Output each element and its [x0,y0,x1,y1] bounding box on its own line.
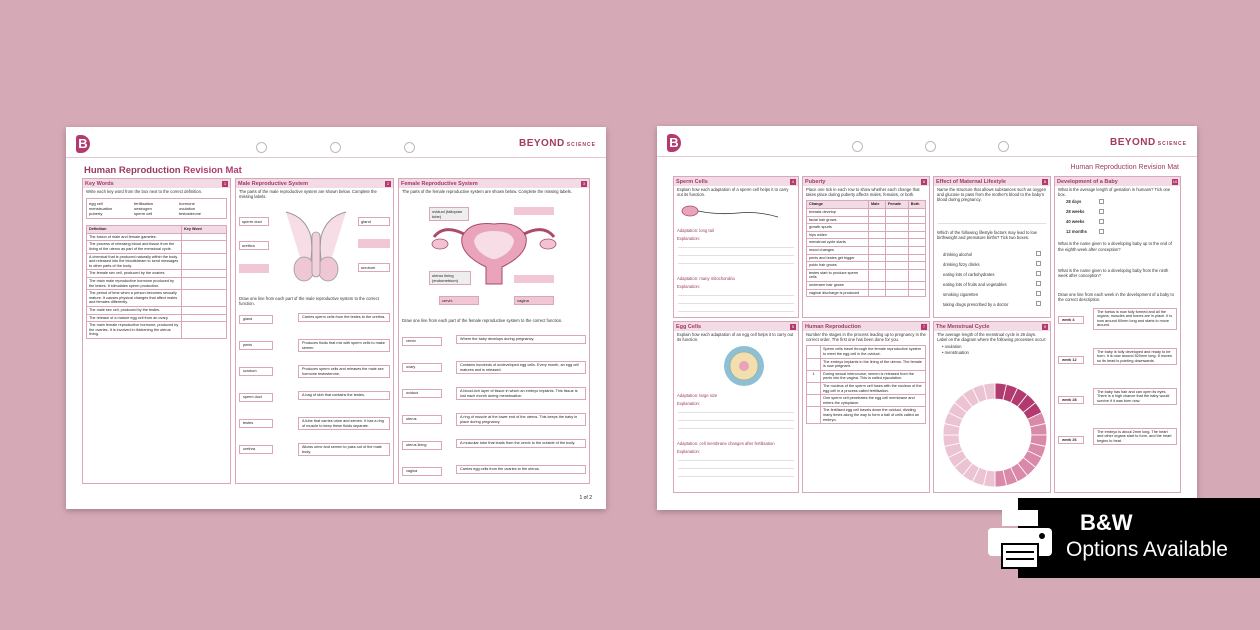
function-box: Where the baby develops during pregnancy. [456,335,586,344]
word-bank [86,198,227,219]
change-cell: testes start to produce sperm cells [807,269,869,281]
table-row [87,306,227,314]
diagram-label: vagina [514,296,554,305]
punch-hole [852,141,863,152]
brand-logo-icon: B [667,134,681,152]
table-row [807,239,926,247]
panel-number: 3 [582,180,586,186]
panel-heading: The Menstrual Cycle [936,323,990,330]
diagram-label: scrotum [358,263,390,272]
explanation-label: Explanation: [677,236,701,241]
instruction: Explain how each adaptation of an egg cell helps it to carry out its function. [677,332,794,343]
printer-icon [984,508,1056,570]
instruction: What is the average length of gestation in humans? Tick one box. [1058,187,1171,198]
panel-number: 9 [1043,323,1047,329]
stage-number-cell[interactable]: 1 [807,370,821,382]
sperm-cell-diagram [678,203,796,223]
blank-label-box[interactable] [239,264,269,273]
answer-line[interactable] [678,476,794,477]
tick-cell[interactable] [908,216,925,224]
factor-label: smoking cigarettes [943,292,978,297]
tick-cell[interactable] [869,224,886,232]
part-box: penis [239,341,273,350]
change-cell: hips widen [807,231,869,239]
answer-line[interactable] [678,412,794,413]
table-row [807,358,926,370]
tick-cell[interactable] [885,254,908,262]
panel-heading: Development of a Baby [1057,178,1118,185]
definition-cell: The female sex cell, produced by the ovaries. [87,270,182,278]
panel-heading: Sperm Cells [676,178,708,185]
table-row [807,281,926,289]
key-words-panel [82,178,231,484]
male-system-diagram [276,207,356,287]
tick-cell[interactable] [869,216,886,224]
gestation-options [1055,198,1180,240]
definition-cell: The male sex cell, produced by the testes. [87,306,182,314]
table-row [87,270,227,278]
key-word: egg cell [89,201,103,207]
table-row [807,209,926,217]
function-box: Contains hundreds of undeveloped egg cells. Every month, an egg cell matures and is released. [456,361,586,374]
change-cell: pubic hair grows [807,262,869,270]
tick-cell[interactable] [908,269,925,281]
punch-hole [404,142,415,153]
puberty-table [806,200,926,297]
adaptation-label: Adaptation: many mitochondria [677,276,735,281]
factor-label: eating lots of fruits and vegetables [943,282,1007,287]
tick-cell[interactable] [908,281,925,289]
tick-cell[interactable] [885,262,908,270]
stage-number-cell[interactable] [807,395,821,407]
answer-cell[interactable] [182,253,227,270]
tick-cell[interactable] [885,231,908,239]
brand-name: BEYOND SCIENCE [518,138,596,149]
answer-cell[interactable] [182,322,227,339]
male-system-panel [235,178,394,484]
tick-cell[interactable] [908,231,925,239]
brand-name: BEYOND SCIENCE [1109,137,1187,148]
definition-cell: The process of releasing blood and tissue from the lining of the uterus as part of the menstrual cycle. [87,241,182,253]
gestation-option: 28 weeks [1066,209,1085,215]
tick-cell[interactable] [908,224,925,232]
tick-cell[interactable] [869,262,886,270]
panel-heading: Female Reproductive System [401,180,478,187]
panel-heading: Key Words [85,180,114,187]
answer-line[interactable] [678,460,794,461]
change-cell: menstrual cycle starts [807,239,869,247]
tick-cell[interactable] [869,231,886,239]
answer-line[interactable] [678,247,794,248]
change-cell: growth spurts [807,224,869,232]
instruction: Write each key word from the box next to the correct definition. [86,189,203,194]
tick-cell[interactable] [885,269,908,281]
factor-label: drinking alcohol [943,252,973,257]
tick-box[interactable] [1099,219,1104,224]
instruction: Place one tick in each row to show whether each change that takes place during puberty affects males, females, or both. [806,187,920,198]
tick-cell[interactable] [885,209,908,217]
instruction: Which of the following lifestyle factors may lead to low birthweight and premature births? Tick two boxes. [937,230,1037,241]
badge-line-1: B&W [1080,510,1133,535]
human-reproduction-panel [802,321,930,493]
part-box: uterus lining [402,441,442,450]
instruction: The parts of the male reproductive system are shown below. Complete the missing labels. [239,189,377,200]
function-box: Produces fluids that mix with sperm cells to make semen. [298,339,390,352]
instruction: Name the structure that allows substances such as oxygen and glucose to pass from the mother's blood to the baby's blood during pregnancy. [937,187,1047,203]
answer-line[interactable] [678,420,794,421]
answer-line[interactable] [678,263,794,264]
instruction: Draw one line from each part of the female reproductive system to the correct function. [402,318,563,323]
answer-cell[interactable] [182,233,227,241]
page-number: 1 of 2 [579,495,592,501]
tick-cell[interactable] [885,289,908,297]
tick-box[interactable] [1099,229,1104,234]
gestation-option: 28 days [1066,199,1082,205]
part-box: vagina [402,467,442,476]
change-cell: underarm hair grows [807,281,869,289]
definition-cell: The main female reproductive hormone, produced by the ovaries. It is involved in thickening the uterus lining. [87,322,182,339]
instruction: Explain how each adaptation of a sperm cell helps it to carry out its function. [677,187,789,198]
table-row [807,224,926,232]
part-box: uterus [402,415,442,424]
definition-table: Definition Key Word The fusion of male and female gametes. The process of releasing blood and tissue from the lining of the uterus as part of the menstrual cycle. A chemical that is produced naturally within the body and released into the bloodstream to send messages to other parts of the body. The female sex cell, produced by the ovaries. The main male reproductive hormone produced by the testes. It stimulates sperm production. The period of time when a person becomes sexually mature. It causes physical changes that affect males and females differently. The male sex cell, produced by the testes. The release of a mature egg cell from an ovary. The main female reproductive hormone, produced by the ovaries. It is involved in thickening the uterus lining. [86,225,227,339]
column-header: Both [908,201,925,209]
menstrual-cycle-panel [933,321,1051,493]
key-word: oestrogen [134,206,152,212]
panel-heading: Effect of Maternal Lifestyle [936,178,1006,185]
diagram-label: uterus lining (endometrium) [429,271,471,285]
column-header: Change [807,201,869,209]
mat-title: Human Reproduction Revision Mat [84,165,242,176]
answer-cell[interactable] [182,241,227,253]
table-row [807,289,926,297]
tick-cell[interactable] [908,239,925,247]
key-word: sperm cell [134,211,153,217]
sperm-cells-panel [673,176,799,318]
diagram-label: gland [358,217,390,226]
table-row [87,241,227,253]
tick-cell[interactable] [908,254,925,262]
part-box: gland [239,315,273,324]
table-row [87,322,227,339]
stage-text-cell: The fertilised egg cell travels down the oviduct, dividing many times along the way to form a ball of cells called an embryo. [821,407,926,424]
tick-box[interactable] [1036,301,1041,306]
key-word: testosterone [179,211,202,217]
tick-box[interactable] [1036,291,1041,296]
week-box: week 12 [1058,356,1084,365]
panel-number: 8 [1043,178,1047,184]
week-box: week 28 [1058,396,1084,405]
answer-line[interactable] [678,295,794,296]
baby-development-panel [1054,176,1181,493]
function-box: A muscular tube that leads from the cervix to the outside of the body. [456,439,586,448]
stage-text-cell: The nucleus of the sperm cell fuses with the nucleus of the egg cell in a process called fertilisation. [821,382,926,394]
bw-options-badge[interactable] [1018,498,1260,578]
definition-cell: The main male reproductive hormone produced by the testes. It stimulates sperm production. [87,277,182,289]
description-box: The foetus is now fully formed and all the organs, muscles and bones are in place. It is now around 60mm long and starts to move around. [1093,308,1177,330]
panel-number: 10 [1172,178,1178,184]
panel-heading: Male Reproductive System [238,180,308,187]
mat-title: Human Reproduction Revision Mat [1070,164,1179,171]
diagram-label: cervix [439,296,479,305]
function-box: Carries sperm cells from the testes to the urethra. [298,313,390,322]
panel-number: 1 [223,180,227,186]
tick-box[interactable] [1036,271,1041,276]
factor-label: eating lots of carbohydrates [943,272,995,277]
change-cell: breasts develop [807,209,869,217]
gestation-option: 12 months [1066,229,1087,235]
table-row [807,370,926,382]
diagram-label: sperm duct [239,217,269,226]
panel-number: 5 [791,323,795,329]
part-box: scrotum [239,367,273,376]
punch-hole [330,142,341,153]
punch-hole [256,142,267,153]
function-box: Produces sperm cells and releases the male sex hormone testosterone. [298,365,390,378]
egg-cells-panel [673,321,799,493]
instruction: Draw one line from each part of the male reproductive system to the correct function. [239,296,379,307]
tick-cell[interactable] [885,216,908,224]
answer-line[interactable] [678,468,794,469]
function-box: A bag of skin that contains the testes. [298,391,390,400]
table-row [807,254,926,262]
badge-line-2: Options Available [1066,538,1228,561]
instruction: The average length of the menstrual cycle is 28 days. Label on the diagram where the following processes occur: [937,332,1047,343]
factor-label: taking drugs prescribed by a doctor [943,302,1009,307]
maternal-lifestyle-panel [933,176,1051,318]
function-box: A ring of muscle at the lower end of the uterus. This keeps the baby in place during pregnancy. [456,413,586,426]
tick-box[interactable] [1099,209,1104,214]
part-box: oviduct [402,389,442,398]
table-row [87,290,227,307]
function-box: A tube that carries urine and semen. It has a ring of muscle to keep these fluids separate. [298,417,390,430]
factor-label: drinking fizzy drinks [943,262,980,267]
tick-cell[interactable] [869,289,886,297]
table-row [807,382,926,394]
menstrual-cycle-diagram [940,380,1050,490]
definition-cell: The release of a mature egg cell from an ovary. [87,314,182,322]
answer-cell[interactable] [182,270,227,278]
part-box: cervix [402,337,442,346]
tick-cell[interactable] [908,209,925,217]
part-box: ovary [402,363,442,372]
tick-cell[interactable] [885,281,908,289]
explanation-label: Explanation: [677,449,701,454]
diagram-label: oviduct (fallopian tube) [429,207,469,221]
definition-cell: The period of time when a person becomes sexually mature. It causes physical changes that affect males and females differently. [87,290,182,307]
diagram-label: urethra [239,241,269,250]
answer-line[interactable] [678,428,794,429]
table-row [807,407,926,424]
table-row [87,253,227,270]
answer-cell[interactable] [182,306,227,314]
part-box: urethra [239,445,273,454]
table-row [807,262,926,270]
panel-number: 6 [922,178,926,184]
brand-logo-icon: B [76,135,90,153]
panel-heading: Egg Cells [676,323,702,330]
punch-hole [925,141,936,152]
answer-cell[interactable] [182,314,227,322]
stage-text-cell: During sexual intercourse, semen is released from the penis into the vagina. This is called ejaculation. [821,370,926,382]
instruction: What is the name given to a developing baby up to the end of the eighth week after conception? [1058,241,1172,252]
explanation-label: Explanation: [677,284,701,289]
tick-cell[interactable] [908,246,925,254]
revision-mat-page-2 [657,126,1197,510]
adaptation-label: Adaptation: cell membrane changes after fertilisation [677,441,775,446]
definition-cell: A chemical that is produced naturally within the body and released into the bloodstream to send messages to other parts of the body. [87,253,182,270]
adaptation-label: Adaptation: large size [677,393,718,398]
week-box: week 4 [1058,316,1084,325]
change-cell: vaginal discharge is produced [807,289,869,297]
table-row [87,233,227,241]
key-word: ovulation [179,206,196,212]
description-box: The baby is fully developed and ready to be born. It is now around 520mm long. It moves so its head is pointing downwards. [1093,348,1177,366]
tick-cell[interactable] [885,239,908,247]
tick-cell[interactable] [869,209,886,217]
key-word: fertilisation [134,201,154,207]
table-row [807,231,926,239]
instruction: Draw one line from each week in the development of a baby to the correct description. [1058,292,1174,303]
definition-cell: The fusion of male and female gametes. [87,233,182,241]
blank-label-box[interactable] [514,275,554,283]
stage-number-cell[interactable] [807,358,821,370]
instruction: The parts of the female reproductive system are shown below. Complete the missing labels. [402,189,572,194]
panel-number: 2 [386,180,390,186]
function-box: A blood-rich layer of tissue in which an embryo implants. This tissue is lost each month during menstruation. [456,387,586,400]
tick-cell[interactable] [869,254,886,262]
instruction: Number the stages in the process leading up to pregnancy in the correct order. The first one has been done for you. [806,332,926,343]
stages-table [806,345,926,424]
change-cell: mood changes [807,246,869,254]
part-box: testes [239,419,273,428]
answer-line[interactable] [678,255,794,256]
panel-heading: Puberty [805,178,826,185]
tick-box[interactable] [1036,281,1041,286]
tick-cell[interactable] [908,262,925,270]
tick-cell[interactable] [908,289,925,297]
panel-heading: Human Reproduction [805,323,861,330]
function-box: Carries egg cells from the ovaries to the uterus. [456,465,586,474]
key-word: hormone [179,201,195,207]
blank-label-box[interactable] [514,207,554,215]
key-word: menstruation [89,206,113,212]
answer-cell[interactable] [182,290,227,307]
key-word: puberty [89,211,103,217]
female-system-panel [398,178,590,484]
tick-cell[interactable] [869,281,886,289]
tick-box[interactable] [1099,199,1104,204]
egg-cell-diagram [722,344,766,388]
punch-hole [998,141,1009,152]
stage-number-cell[interactable] [807,346,821,358]
table-row [807,395,926,407]
instruction: What is the name given to a developing baby from the ninth week after conception? [1058,267,1169,279]
table-header [807,201,926,209]
panel-number: 7 [922,323,926,329]
stage-text-cell: Sperm cells travel through the female reproductive system to meet the egg cell in the oviduct. [821,346,926,358]
adaptation-label: Adaptation: long tail [677,228,714,233]
table-row [807,246,926,254]
tick-box[interactable] [1036,261,1041,266]
revision-mat-page-1 [66,127,606,509]
column-header: Male [869,201,886,209]
tick-cell[interactable] [869,246,886,254]
process-list: • ovulation • menstruation [942,344,969,355]
tick-box[interactable] [1036,251,1041,256]
table-row [807,346,926,358]
stage-text-cell: One sperm cell penetrates the egg cell membrane and enters the cytoplasm. [821,395,926,407]
table-row [87,314,227,322]
change-cell: facial hair grows [807,216,869,224]
change-cell: penis and testes get bigger [807,254,869,262]
function-box: Allows urine and semen to pass out of the male body. [298,443,390,456]
tick-cell[interactable] [869,269,886,281]
description-box: The embryo is about 2mm long. The heart and other organs start to form, and the heart begins to beat. [1093,428,1177,446]
blank-label-box[interactable] [358,239,390,248]
stage-number-cell[interactable] [807,407,821,424]
part-box: sperm duct [239,393,273,402]
explanation-label: Explanation: [677,401,701,406]
answer-line[interactable] [678,303,794,304]
column-header: Female [885,201,908,209]
week-box: week 26 [1058,436,1084,445]
tick-cell[interactable] [885,224,908,232]
description-box: The baby has hair and can open its eyes. There is a high chance that the baby would survive if it was born now. [1093,388,1177,406]
stage-number-cell[interactable] [807,382,821,394]
table-row [807,269,926,281]
panel-number: 4 [791,178,795,184]
answer-line[interactable] [678,311,794,312]
stage-text-cell: The embryo implants in the lining of the uterus. The female is now pregnant. [821,358,926,370]
tick-cell[interactable] [885,246,908,254]
gestation-option: 40 weeks [1066,219,1085,225]
table-row [87,277,227,289]
answer-cell[interactable] [182,277,227,289]
table-row [807,216,926,224]
puberty-panel [802,176,930,318]
tick-cell[interactable] [869,239,886,247]
